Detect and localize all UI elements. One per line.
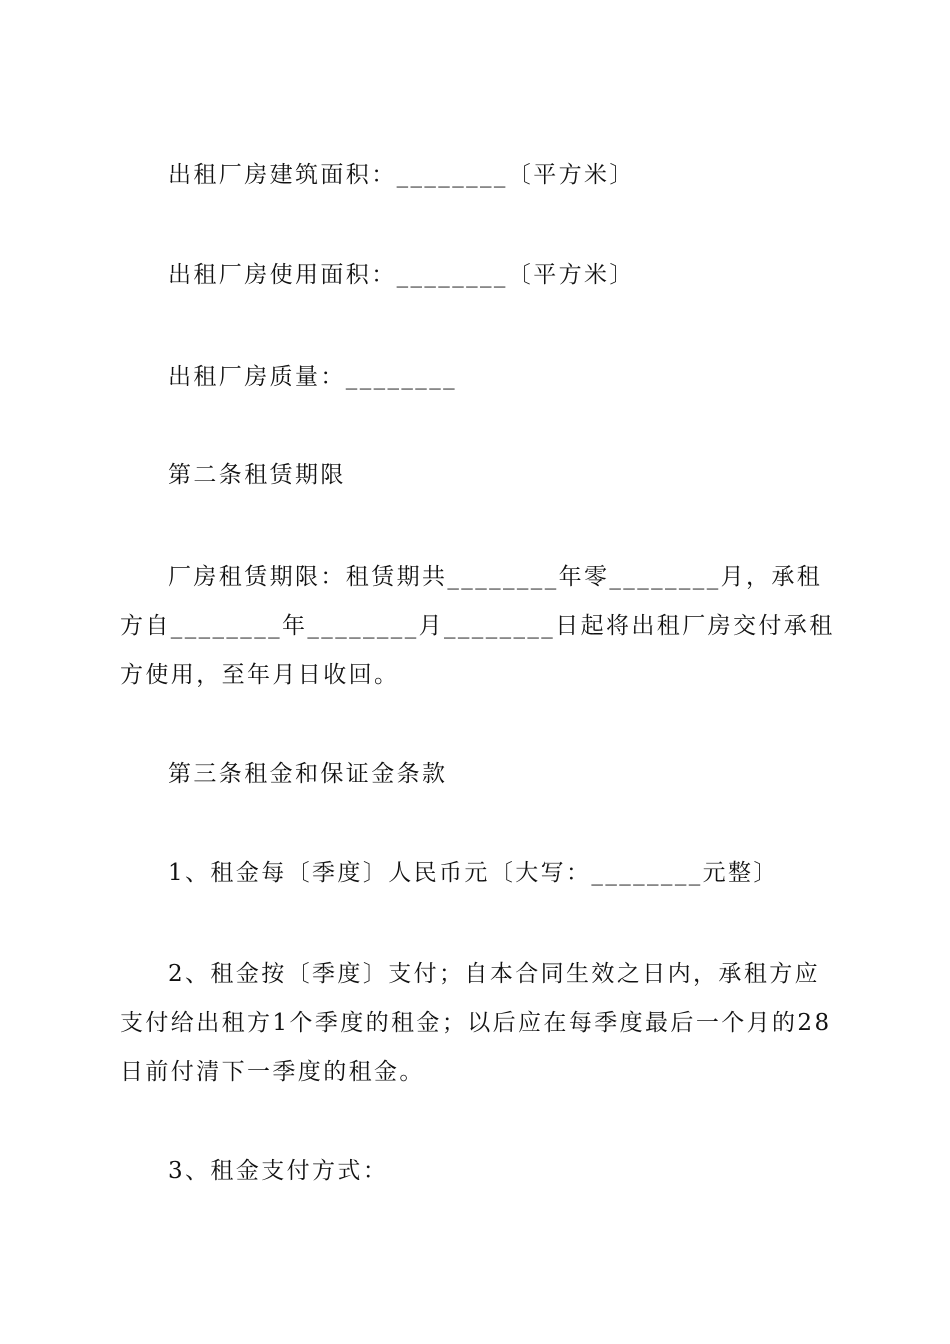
- building-quality-line: 出租厂房质量：________: [168, 364, 457, 390]
- section-heading-lease-term: 第二条租赁期限: [168, 462, 346, 488]
- usable-area-line: 出租厂房使用面积：________〔平方米〕: [168, 262, 635, 288]
- section-heading-rent-deposit: 第三条租金和保证金条款: [168, 761, 448, 787]
- rent-clause-2: 2、租金按〔季度〕支付；自本合同生效之日内，承租方应支付给出租方1个季度的租金；以后应在每季度最后一个月的28日前付清下一季度的租金。: [120, 961, 832, 1085]
- rent-clause-1: 1、租金每〔季度〕人民币元〔大写：________元整〕: [168, 860, 779, 886]
- lease-term-paragraph: 厂房租赁期限：租赁期共________年零________月，承租方自________年________月________日起将出租厂房交付承租方使用，至年月日收回。: [120, 564, 835, 688]
- rent-clause-3: 3、租金支付方式：: [168, 1158, 389, 1184]
- building-area-line: 出租厂房建筑面积：________〔平方米〕: [168, 162, 635, 188]
